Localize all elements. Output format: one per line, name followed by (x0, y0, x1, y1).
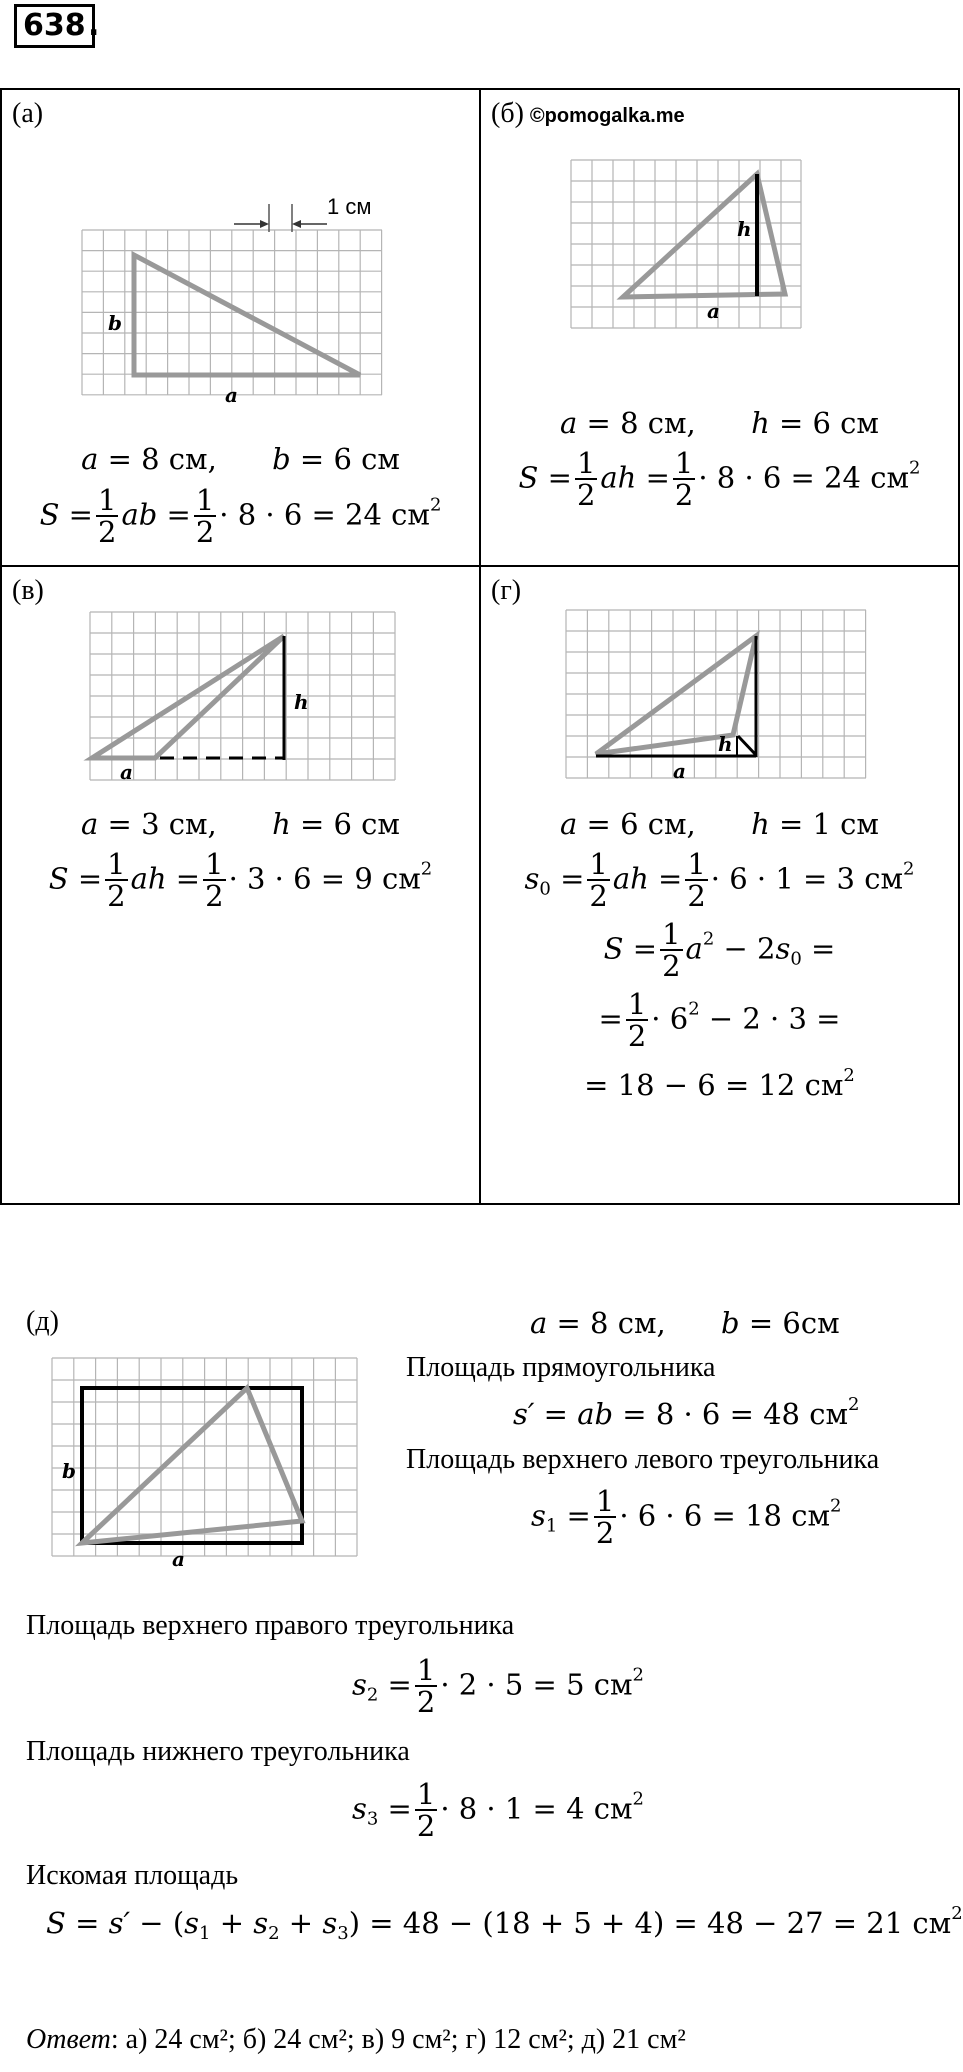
answer-label: Ответ (26, 2024, 111, 2055)
bottom-label: Площадь нижнего треугольника (26, 1736, 410, 1767)
cell-a-line1: a = 8 см, b = 6 см (81, 442, 400, 476)
problem-number: 638 (14, 4, 95, 48)
final-eq: $S = s' - (s_1 + s_2 + s_3) = 48 - (18 + 5 + 4) = 48 - 27 = 21$ $см^2$ (46, 1903, 963, 1944)
label-a: a (707, 299, 720, 323)
cell-c-tag: (в) (12, 575, 44, 606)
label-h: h (294, 690, 309, 714)
solution-table (0, 88, 960, 1205)
rect-eq: s′ = ab = 8 · 6 = 48 $см^2$ (513, 1394, 860, 1431)
cell-d-line5: = 18 − 6 = 12 $см^2$ (584, 1065, 855, 1102)
top-right-label: Площадь верхнего правого треугольника (26, 1610, 515, 1641)
part-e-given: a = 8 см, b = 6см (530, 1306, 840, 1340)
figure-b (571, 160, 811, 345)
figure-e (52, 1358, 362, 1578)
cell-d-line3: S = $\frac{1}{2}$ $a^2 - 2s_0$ = (603, 917, 836, 984)
rectangle-e (82, 1388, 302, 1543)
answer-line (26, 2024, 686, 2056)
problem-number-dot: . (88, 8, 100, 43)
height-d (738, 736, 756, 755)
answer-text: : а) 24 см²; б) 24 см²; в) 9 см²; г) 12 см²; д) 21 см² (110, 2024, 686, 2055)
triangle-b (623, 174, 785, 297)
cell-c-line1: a = 3 см, h = 6 см (81, 807, 400, 841)
label-a: a (673, 759, 686, 783)
s1-eq: $s_1$ = $\frac{1}{2}$ · 6 · 6 = 18 $см^2$ (531, 1484, 842, 1551)
cell-a (1, 89, 480, 566)
cell-d-line2: $s_0$ = $\frac{1}{2}$ ah = $\frac{1}{2}$ · 6 · 1 = 3 $см^2$ (524, 847, 915, 914)
cell-b-tag: (б) ©pomogalka.me (491, 98, 685, 129)
label-h: h (718, 732, 733, 756)
label-b: b (108, 311, 122, 335)
cell-c (1, 566, 480, 1204)
cell-a-line2: S = $\frac{1}{2}$ ab = $\frac{1}{2}$ · 8 · 6 = 24 $см^2$ (39, 483, 442, 550)
cell-d-line1: a = 6 см, h = 1 см (560, 807, 879, 841)
figure-d (566, 610, 871, 785)
cell-d-tag: (г) (491, 575, 522, 606)
label-h: h (737, 217, 752, 241)
cell-b (480, 89, 959, 566)
label-a: a (225, 383, 238, 407)
top-left-label: Площадь верхнего левого треугольника (406, 1444, 880, 1475)
watermark: ©pomogalka.me (529, 105, 685, 127)
figure-c (90, 612, 400, 787)
cell-c-line2: S = $\frac{1}{2}$ ah = $\frac{1}{2}$ · 3 · 6 = 9 $см^2$ (48, 847, 433, 914)
triangle-e (82, 1388, 302, 1543)
label-a: a (172, 1547, 185, 1571)
s3-eq: $s_3$ = $\frac{1}{2}$ · 8 · 1 = 4 $см^2$ (352, 1777, 644, 1844)
cell-d (480, 566, 959, 1204)
label-b: b (62, 1459, 76, 1483)
cell-d-line4: = $\frac{1}{2}$ · $6^2 - 2 \cdot 3$ = (598, 987, 841, 1054)
rect-label: Площадь прямоугольника (406, 1352, 716, 1383)
cell-a-tag: (а) (12, 98, 44, 129)
s2-eq: $s_2$ = $\frac{1}{2}$ · 2 · 5 = 5 $см^2$ (352, 1653, 644, 1720)
figure-a (82, 230, 402, 415)
cell-b-line1: a = 8 см, h = 6 см (560, 406, 879, 440)
label-a: a (120, 760, 133, 784)
scale-label: 1 см (327, 194, 372, 219)
cell-b-line2: S = $\frac{1}{2}$ ah = $\frac{1}{2}$ · 8 · 6 = 24 $см^2$ (518, 446, 921, 513)
sought-label: Искомая площадь (26, 1860, 239, 1891)
part-e-tag: (д) (26, 1306, 59, 1337)
